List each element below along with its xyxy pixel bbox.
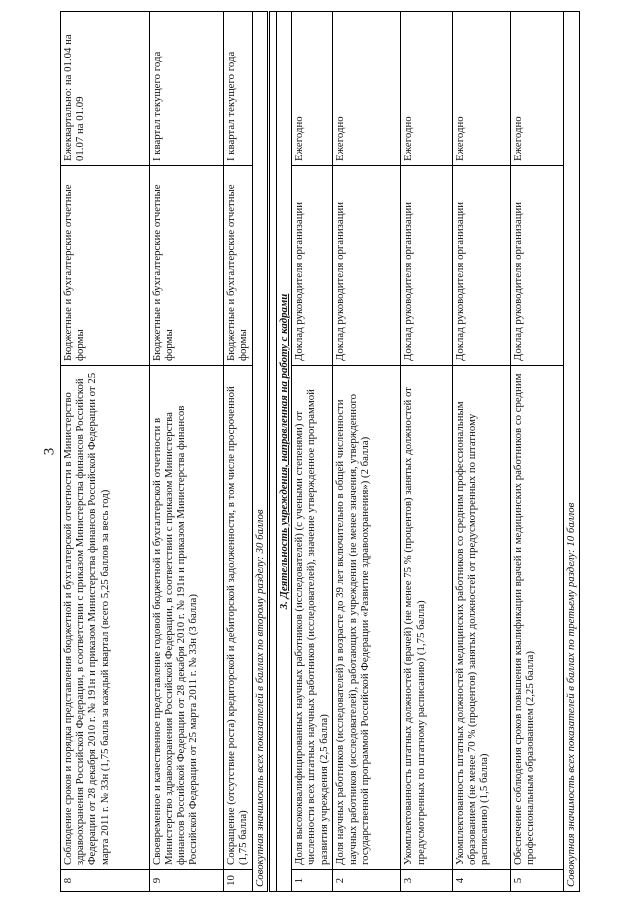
- row-number: 5: [510, 870, 564, 892]
- row-number: 2: [333, 870, 401, 892]
- criteria-table: [60, 11, 580, 892]
- row-number: 3: [401, 870, 453, 892]
- row-number: 1: [292, 870, 333, 892]
- source-text: Бюджетные и бухгалтерские отчетные формы: [223, 166, 252, 366]
- criterion-text: Укомплектованность штатных должностей медицинских работников со средним профессиональным образованием (не менее 70 % (процентов) занятых должностей от предусмотренных по штатному расписанию) (1,5 балла): [452, 366, 510, 870]
- source-text: Бюджетные и бухгалтерские отчетные формы: [61, 166, 150, 366]
- period-text: Ежегодно: [401, 12, 453, 166]
- table-row: [452, 12, 510, 892]
- source-text: Доклад руководителя организации: [292, 166, 333, 366]
- period-text: I квартал текущего года: [223, 12, 252, 166]
- source-text: Доклад руководителя организации: [333, 166, 401, 366]
- section-3-summary: Совокупная значимость всех показателей в баллах по третьему разделу: 10 баллов: [564, 12, 580, 892]
- source-text: Бюджетные и бухгалтерские отчетные формы: [149, 166, 223, 366]
- criterion-text: Обеспечение соблюдения сроков повышения квалификации врачей и медицинских работников со средним профессиональным образованием (2,25 балла): [510, 366, 564, 870]
- section-3-number: 3.: [277, 598, 290, 610]
- table-row: [333, 12, 401, 892]
- criterion-text: Своевременное и качественное представление годовой бюджетной и бухгалтерской отчетности в Министерство здравоохранения Российской Федерации, в соответствии с приказом Министерства финансов Российской Федерации от 28 декабря 2010 г. № 191н и приказом Министерства финансов Российской Федерации от 25 марта 2011 г. № 33н (3 балла): [149, 366, 223, 870]
- period-text: Ежегодно: [510, 12, 564, 166]
- source-text: Доклад руководителя организации: [510, 166, 564, 366]
- summary-row: [564, 12, 580, 892]
- source-text: Доклад руководителя организации: [401, 166, 453, 366]
- source-text: Доклад руководителя организации: [452, 166, 510, 366]
- page-number: 3: [41, 447, 58, 456]
- period-text: Ежегодно: [333, 12, 401, 166]
- summary-row: [252, 12, 269, 892]
- table-row: [223, 12, 252, 892]
- period-text: I квартал текущего года: [149, 12, 223, 166]
- section-2-summary: Совокупная значимость всех показателей в баллах по второму разделу: 30 баллов: [252, 12, 269, 892]
- section-3-title: Деятельность учреждения, направленная на работу с кадрами: [277, 293, 290, 599]
- row-number: 8: [61, 870, 150, 892]
- table-row: [61, 12, 150, 892]
- table-row: [510, 12, 564, 892]
- section-3-heading: [276, 12, 292, 892]
- spacer-cell: [269, 12, 276, 892]
- table-row: [292, 12, 333, 892]
- criterion-text: Соблюдение сроков и порядка представления бюджетной и бухгалтерской отчетности в Министерство здравоохранения Российской Федерации, в соответствии с приказом Министерства финансов Российской Федерации от 28 декабря 2010 г. № 191н и приказом Министерства финансов Российской Федерации от 25 марта 2011 г. № 33н (1,75 балла за каждый квартал (всего 5,25 баллов за весь год): [61, 366, 150, 870]
- table-row: [149, 12, 223, 892]
- criterion-text: Доля научных работников (исследователей) в возрасте до 39 лет включительно в общей численности научных работников (исследователей), работающих в учреждении (не менее значения, утвержденного государственной программой Российской Федерации «Развитие здравоохранения») (2 балла): [333, 366, 401, 870]
- row-number: 10: [223, 870, 252, 892]
- rotated-table-container: [60, 12, 580, 892]
- period-text: Ежегодно: [292, 12, 333, 166]
- table-row: [401, 12, 453, 892]
- criterion-text: Сокращение (отсутствие роста) кредиторской и дебиторской задолженности, в том числе просроченной (1,75 балла): [223, 366, 252, 870]
- spacer-row: [269, 12, 276, 892]
- criterion-text: Укомплектованность штатных должностей (врачей) (не менее 75 % (процентов) занятых должностей от предусмотренных по штатному расписанию) (1,75 балла): [401, 366, 453, 870]
- row-number: 4: [452, 870, 510, 892]
- criterion-text: Доля высококвалифицированных научных работников (исследователей) (с учеными степенями) от численности всех штатных научных работников (исследователей), значение утвержденное программой развития учреждения (2,5 балла): [292, 366, 333, 870]
- period-text: Ежегодно: [452, 12, 510, 166]
- row-number: 9: [149, 870, 223, 892]
- period-text: Ежеквартально: на 01.04 на 01.07 на 01.09: [61, 12, 150, 166]
- section-heading-row: [276, 12, 292, 892]
